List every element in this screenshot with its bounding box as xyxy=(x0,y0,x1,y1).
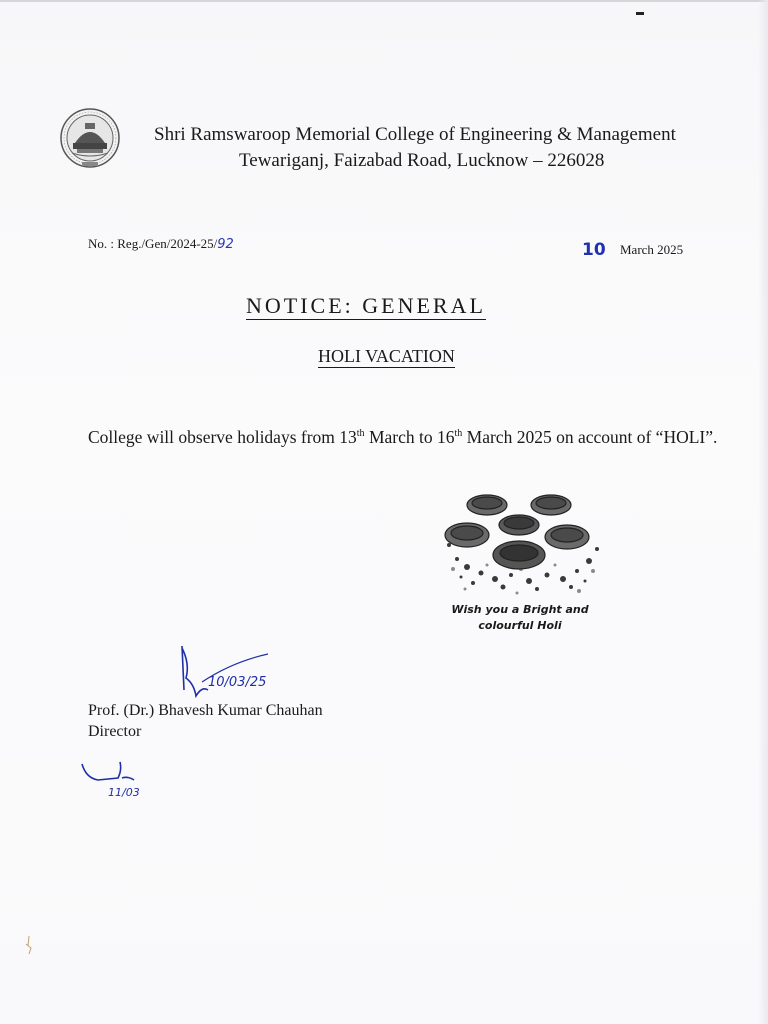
signatory-name: Prof. (Dr.) Bhavesh Kumar Chauhan xyxy=(88,702,323,719)
college-address: Tewariganj, Faizabad Road, Lucknow – 226028 xyxy=(239,150,605,171)
body-sup-1: th xyxy=(356,428,365,440)
signature-date: 10/03/25 xyxy=(208,675,267,690)
college-name: Shri Ramswaroop Memorial College of Engineering & Management xyxy=(154,124,676,145)
scan-mark xyxy=(636,12,644,15)
page-edge-shadow xyxy=(758,0,768,1024)
greeting-line-1: Wish you a Bright and xyxy=(451,603,589,616)
body-part-1: College will observe holidays from 13 xyxy=(88,427,357,447)
notice-subtitle: HOLI VACATION xyxy=(318,346,455,366)
margin-mark xyxy=(25,936,33,954)
date-month-year: March 2025 xyxy=(620,242,684,257)
notice-title: NOTICE: GENERAL xyxy=(246,293,486,318)
reference-prefix: No. : Reg./Gen/2024-25/ xyxy=(88,236,218,251)
body-sup-2: th xyxy=(454,428,463,440)
college-logo-icon xyxy=(55,107,125,171)
body-part-3: March 2025 on account of “HOLI”. xyxy=(462,427,718,447)
reference-handwritten-number: 92 xyxy=(217,237,234,252)
receiving-initials xyxy=(78,758,154,802)
body-part-2: March to 16 xyxy=(364,427,455,447)
greeting-line-2: colourful Holi xyxy=(478,619,562,632)
initials-date: 11/03 xyxy=(108,786,140,799)
director-signature xyxy=(172,642,284,706)
notice-body xyxy=(88,422,738,452)
scan-edge xyxy=(0,0,768,2)
holi-greeting xyxy=(430,602,610,634)
holi-colour-bowls-illustration xyxy=(437,487,607,599)
signatory-designation: Director xyxy=(88,723,142,740)
reference-number xyxy=(88,236,234,252)
date-day-handwritten: 10 xyxy=(582,240,606,260)
